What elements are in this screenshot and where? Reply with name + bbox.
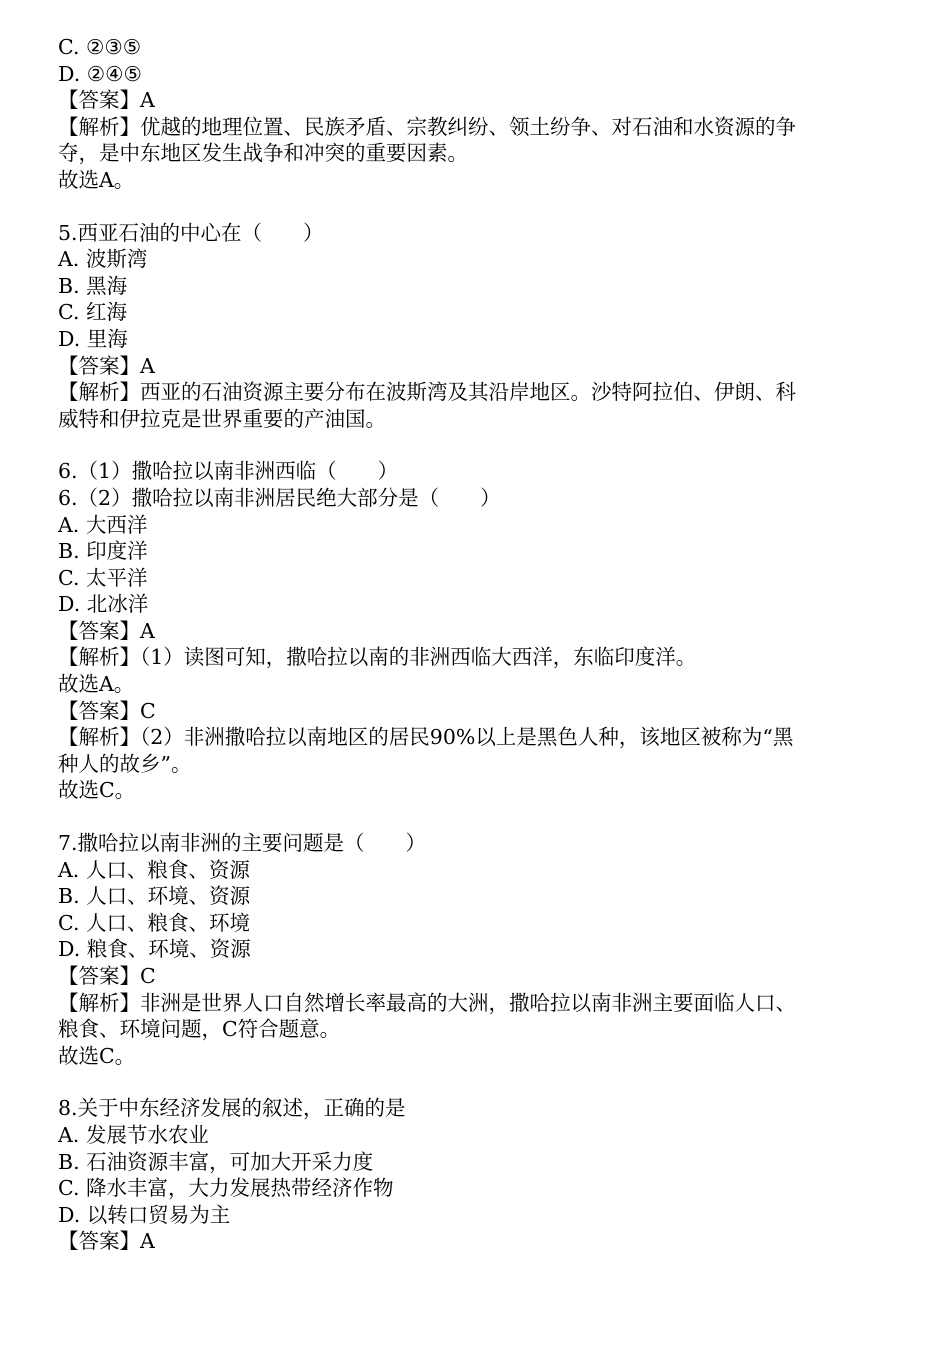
conclusion-line: 故选A。: [58, 167, 135, 192]
answer-line: 【答案】C: [58, 698, 156, 723]
option-line: B. 黑海: [58, 273, 128, 298]
option-line: A. 大西洋: [58, 512, 148, 537]
option-line: C. 红海: [58, 300, 127, 325]
paragraph-gap: [58, 804, 898, 830]
answer-line: 【答案】A: [58, 88, 155, 113]
conclusion-line: 故选C。: [58, 1043, 136, 1068]
answer-line: 【答案】A: [58, 618, 155, 643]
option-line: B. 印度洋: [58, 539, 148, 564]
option-line: A. 波斯湾: [58, 247, 148, 272]
analysis-line: 【解析】（2）非洲撒哈拉以南地区的居民90%以上是黑色人种，该地区被称为“黑: [58, 725, 794, 750]
analysis-line: 【解析】（1）读图可知，撒哈拉以南的非洲西临大西洋，东临印度洋。: [58, 645, 697, 670]
paragraph-gap: [58, 194, 898, 220]
analysis-line: 【解析】优越的地理位置、民族矛盾、宗教纠纷、领土纷争、对石油和水资源的争: [58, 114, 796, 139]
text-line: 夺，是中东地区发生战争和冲突的重要因素。: [58, 141, 468, 166]
option-line: D. 粮食、环境、资源: [58, 937, 251, 962]
question-line: 6.（2）撒哈拉以南非洲居民绝大部分是（ ）: [58, 485, 501, 510]
option-line: B. 人口、环境、资源: [58, 884, 251, 909]
conclusion-line: 故选A。: [58, 672, 135, 697]
option-line: B. 石油资源丰富，可加大开采力度: [58, 1149, 374, 1174]
option-line: D. ②④⑤: [58, 61, 142, 86]
question-line: 6.（1）撒哈拉以南非洲西临（ ）: [58, 459, 399, 484]
text-line: 威特和伊拉克是世界重要的产油国。: [58, 406, 386, 431]
option-line: D. 以转口贸易为主: [58, 1202, 231, 1227]
text-line: 种人的故乡”。: [58, 751, 192, 776]
option-line: C. ②③⑤: [58, 35, 142, 59]
answer-line: 【答案】A: [58, 1229, 155, 1254]
option-line: C. 降水丰富，大力发展热带经济作物: [58, 1176, 394, 1201]
question-line: 5.西亚石油的中心在（ ）: [58, 220, 324, 245]
question-line: 8.关于中东经济发展的叙述，正确的是: [58, 1096, 406, 1121]
paragraph-gap: [58, 1069, 898, 1095]
question-line: 7.撒哈拉以南非洲的主要问题是（ ）: [58, 831, 427, 856]
analysis-line: 【解析】非洲是世界人口自然增长率最高的大洲，撒哈拉以南非洲主要面临人口、: [58, 990, 796, 1015]
option-line: C. 太平洋: [58, 565, 148, 590]
option-line: A. 发展节水农业: [58, 1122, 209, 1147]
option-line: A. 人口、粮食、资源: [58, 857, 250, 882]
answer-line: 【答案】C: [58, 964, 156, 988]
answer-line: 【答案】A: [58, 353, 155, 378]
analysis-line: 【解析】西亚的石油资源主要分布在波斯湾及其沿岸地区。沙特阿拉伯、伊朗、科: [58, 380, 796, 405]
conclusion-line: 故选C。: [58, 778, 136, 803]
option-line: D. 北冰洋: [58, 592, 149, 617]
option-line: C. 人口、粮食、环境: [58, 910, 250, 935]
option-line: D. 里海: [58, 326, 128, 351]
paragraph-gap: [58, 432, 898, 458]
document-page: [58, 34, 898, 1255]
text-line: 粮食、环境问题，C符合题意。: [58, 1017, 341, 1042]
